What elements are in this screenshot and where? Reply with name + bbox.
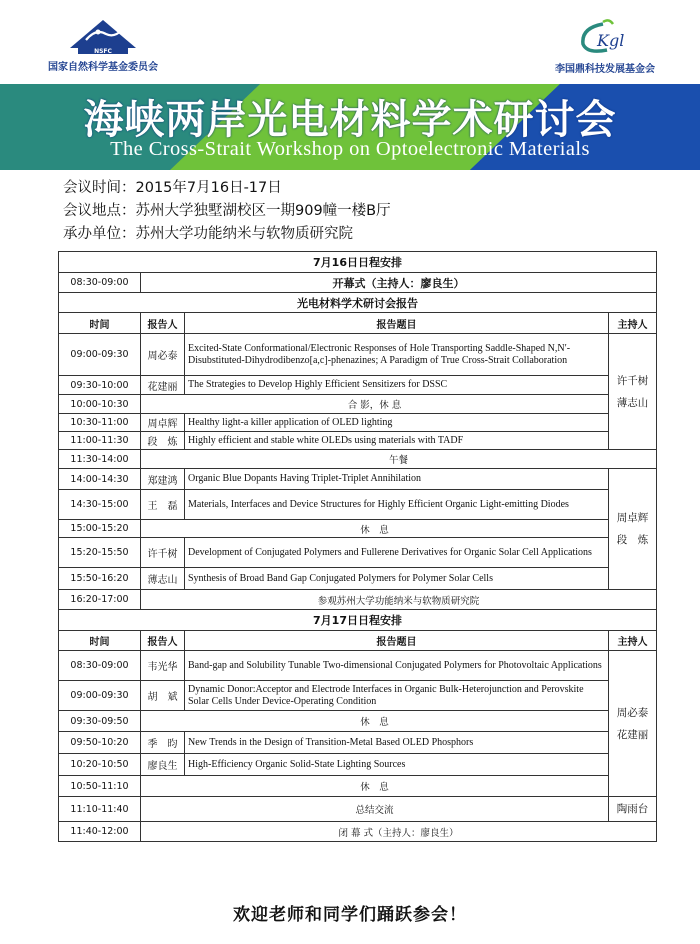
row-topic: High-Efficiency Organic Solid-State Lighting Sources [185,754,609,776]
chair-name: 许千树 [616,374,649,387]
row-label: 合 影，休 息 [141,395,609,414]
table-row [59,538,657,568]
chair-cell-day2-morning [609,651,657,797]
day1-title-row [59,252,657,273]
table-row [59,681,657,711]
row-label: 午餐 [141,450,657,469]
row-speaker: 季 昀 [141,732,185,754]
row-speaker: 薄志山 [141,568,185,590]
row-time: 11:10-11:40 [59,797,141,822]
table-header-row [59,631,657,651]
welcome-footer: 欢迎老师和同学们踊跃参会！ [233,905,467,925]
row-topic: Highly efficient and stable white OLEDs using materials with TADF [185,432,609,450]
table-row [59,376,657,395]
row-speaker: 郑建鸿 [141,469,185,490]
row-time: 09:00-09:30 [59,681,141,711]
row-topic: Organic Blue Dopants Having Triplet-Triplet Annihilation [185,469,609,490]
row-speaker: 许千树 [141,538,185,568]
nsfc-caption: 国家自然科学基金委员会 [48,62,158,73]
meeting-time: 会议时间：2015年7月16日-17日 [63,180,282,196]
row-time: 15:00-15:20 [59,520,141,538]
title-english: The Cross-Strait Workshop on Optoelectronic Materials [110,138,590,160]
table-row [59,590,657,610]
header-time: 时间 [59,313,141,334]
opening-label: 开幕式（主持人：廖良生） [141,273,657,293]
row-topic: New Trends in the Design of Transition-Metal Based OLED Phosphors [185,732,609,754]
kgl-logo-icon [573,18,637,56]
chair-name: 周卓辉 [616,512,649,524]
row-label: 休 息 [141,711,609,732]
table-row [59,754,657,776]
chair-cell-day1-afternoon [609,469,657,590]
header-topic: 报告题目 [185,313,609,334]
nsfc-logo [38,18,168,80]
table-row [59,711,657,732]
row-chair: 陶雨台 [609,797,657,822]
table-row [59,334,657,376]
table-row [59,822,657,842]
row-speaker: 花建丽 [141,376,185,395]
meeting-info [63,177,663,246]
row-topic: Excited-State Conformational/Electronic Responses of Hole Transporting Saddle-Shaped N,N′-Disubstituted-Dihydrodibenzo[a,c]-phenazines; A Paradigm of True Cross-Strait Collaboration [185,334,609,376]
header-chair: 主持人 [609,631,657,651]
row-time: 09:30-09:50 [59,711,141,732]
meeting-place: 会议地点：苏州大学独墅湖校区一期909幢一楼B厅 [63,203,391,219]
row-time: 09:30-10:00 [59,376,141,395]
row-time: 15:20-15:50 [59,538,141,568]
chair-name: 薄志山 [616,396,649,409]
table-row [59,450,657,469]
table-row [59,395,657,414]
table-header-row [59,313,657,334]
row-label: 参观苏州大学功能纳米与软物质研究院 [141,590,657,610]
row-time: 14:00-14:30 [59,469,141,490]
chair-name: 周必泰 [616,706,649,719]
row-speaker: 王 磊 [141,490,185,520]
row-topic: Development of Conjugated Polymers and Fullerene Derivatives for Organic Solar Cell Applications [185,538,609,568]
table-row [59,414,657,432]
table-row [59,432,657,450]
header-topic: 报告题目 [185,631,609,651]
row-label: 休 息 [141,520,609,538]
opening-time: 08:30-09:00 [59,273,141,293]
row-time: 15:50-16:20 [59,568,141,590]
row-topic: Healthy light-a killer application of OLED lighting [185,414,609,432]
table-row [59,469,657,490]
table-row [59,490,657,520]
row-time: 10:50-11:10 [59,776,141,797]
row-speaker: 韦光华 [141,651,185,681]
session-title: 光电材料学术研讨会报告 [59,293,657,313]
header-chair: 主持人 [609,313,657,334]
table-row [59,651,657,681]
nsfc-acronym: NSFC [94,48,112,54]
row-topic: Dynamic Donor:Acceptor and Electrode Interfaces in Organic Bulk-Heterojunction and Perovskite Solar Cells Under Device-Operating Condition [185,681,609,711]
session-row [59,293,657,313]
row-time: 11:30-14:00 [59,450,141,469]
svg-text:Kgl: Kgl [597,31,625,50]
row-topic: The Strategies to Develop Highly Efficient Sensitizers for DSSC [185,376,609,395]
chair-cell-day1-morning [609,334,657,450]
row-time: 09:50-10:20 [59,732,141,754]
day1-title: 7月16日日程安排 [59,252,657,273]
title-chinese: 海峡两岸光电材料学术研讨会 [83,97,617,143]
nsfc-logo-icon [68,18,138,54]
row-time: 08:30-09:00 [59,651,141,681]
chair-name: 段 炼 [616,534,649,546]
meeting-host: 承办单位：苏州大学功能纳米与软物质研究院 [63,226,353,242]
schedule-table [58,251,657,842]
day2-title-row [59,610,657,631]
row-time: 09:00-09:30 [59,334,141,376]
row-time: 11:00-11:30 [59,432,141,450]
row-time: 10:30-11:00 [59,414,141,432]
row-speaker: 周卓辉 [141,414,185,432]
row-label: 休 息 [141,776,609,797]
row-topic: Materials, Interfaces and Device Structures for Highly Efficient Organic Light-emitting Diodes [185,490,609,520]
table-row [59,776,657,797]
kgl-logo [545,18,665,80]
row-time: 14:30-15:00 [59,490,141,520]
table-row [59,568,657,590]
kgl-caption: 李国鼎科技发展基金会 [555,64,655,75]
table-row [59,520,657,538]
row-time: 10:20-10:50 [59,754,141,776]
row-speaker: 周必泰 [141,334,185,376]
row-topic: Band-gap and Solubility Tunable Two-dimensional Conjugated Polymers for Photovoltaic Applications [185,651,609,681]
day2-title: 7月17日日程安排 [59,610,657,631]
row-time: 11:40-12:00 [59,822,141,842]
row-time: 16:20-17:00 [59,590,141,610]
row-topic: Synthesis of Broad Band Gap Conjugated Polymers for Polymer Solar Cells [185,568,609,590]
row-label: 总结交流 [141,797,609,822]
header-speaker: 报告人 [141,313,185,334]
table-row [59,732,657,754]
header-speaker: 报告人 [141,631,185,651]
row-speaker: 段 炼 [141,432,185,450]
row-speaker: 胡 斌 [141,681,185,711]
row-time: 10:00-10:30 [59,395,141,414]
row-label: 闭 幕 式（主持人：廖良生） [141,822,657,842]
chair-name: 花建丽 [616,728,649,741]
header-time: 时间 [59,631,141,651]
opening-row [59,273,657,293]
table-row [59,797,657,822]
title-banner [0,84,700,170]
row-speaker: 廖良生 [141,754,185,776]
